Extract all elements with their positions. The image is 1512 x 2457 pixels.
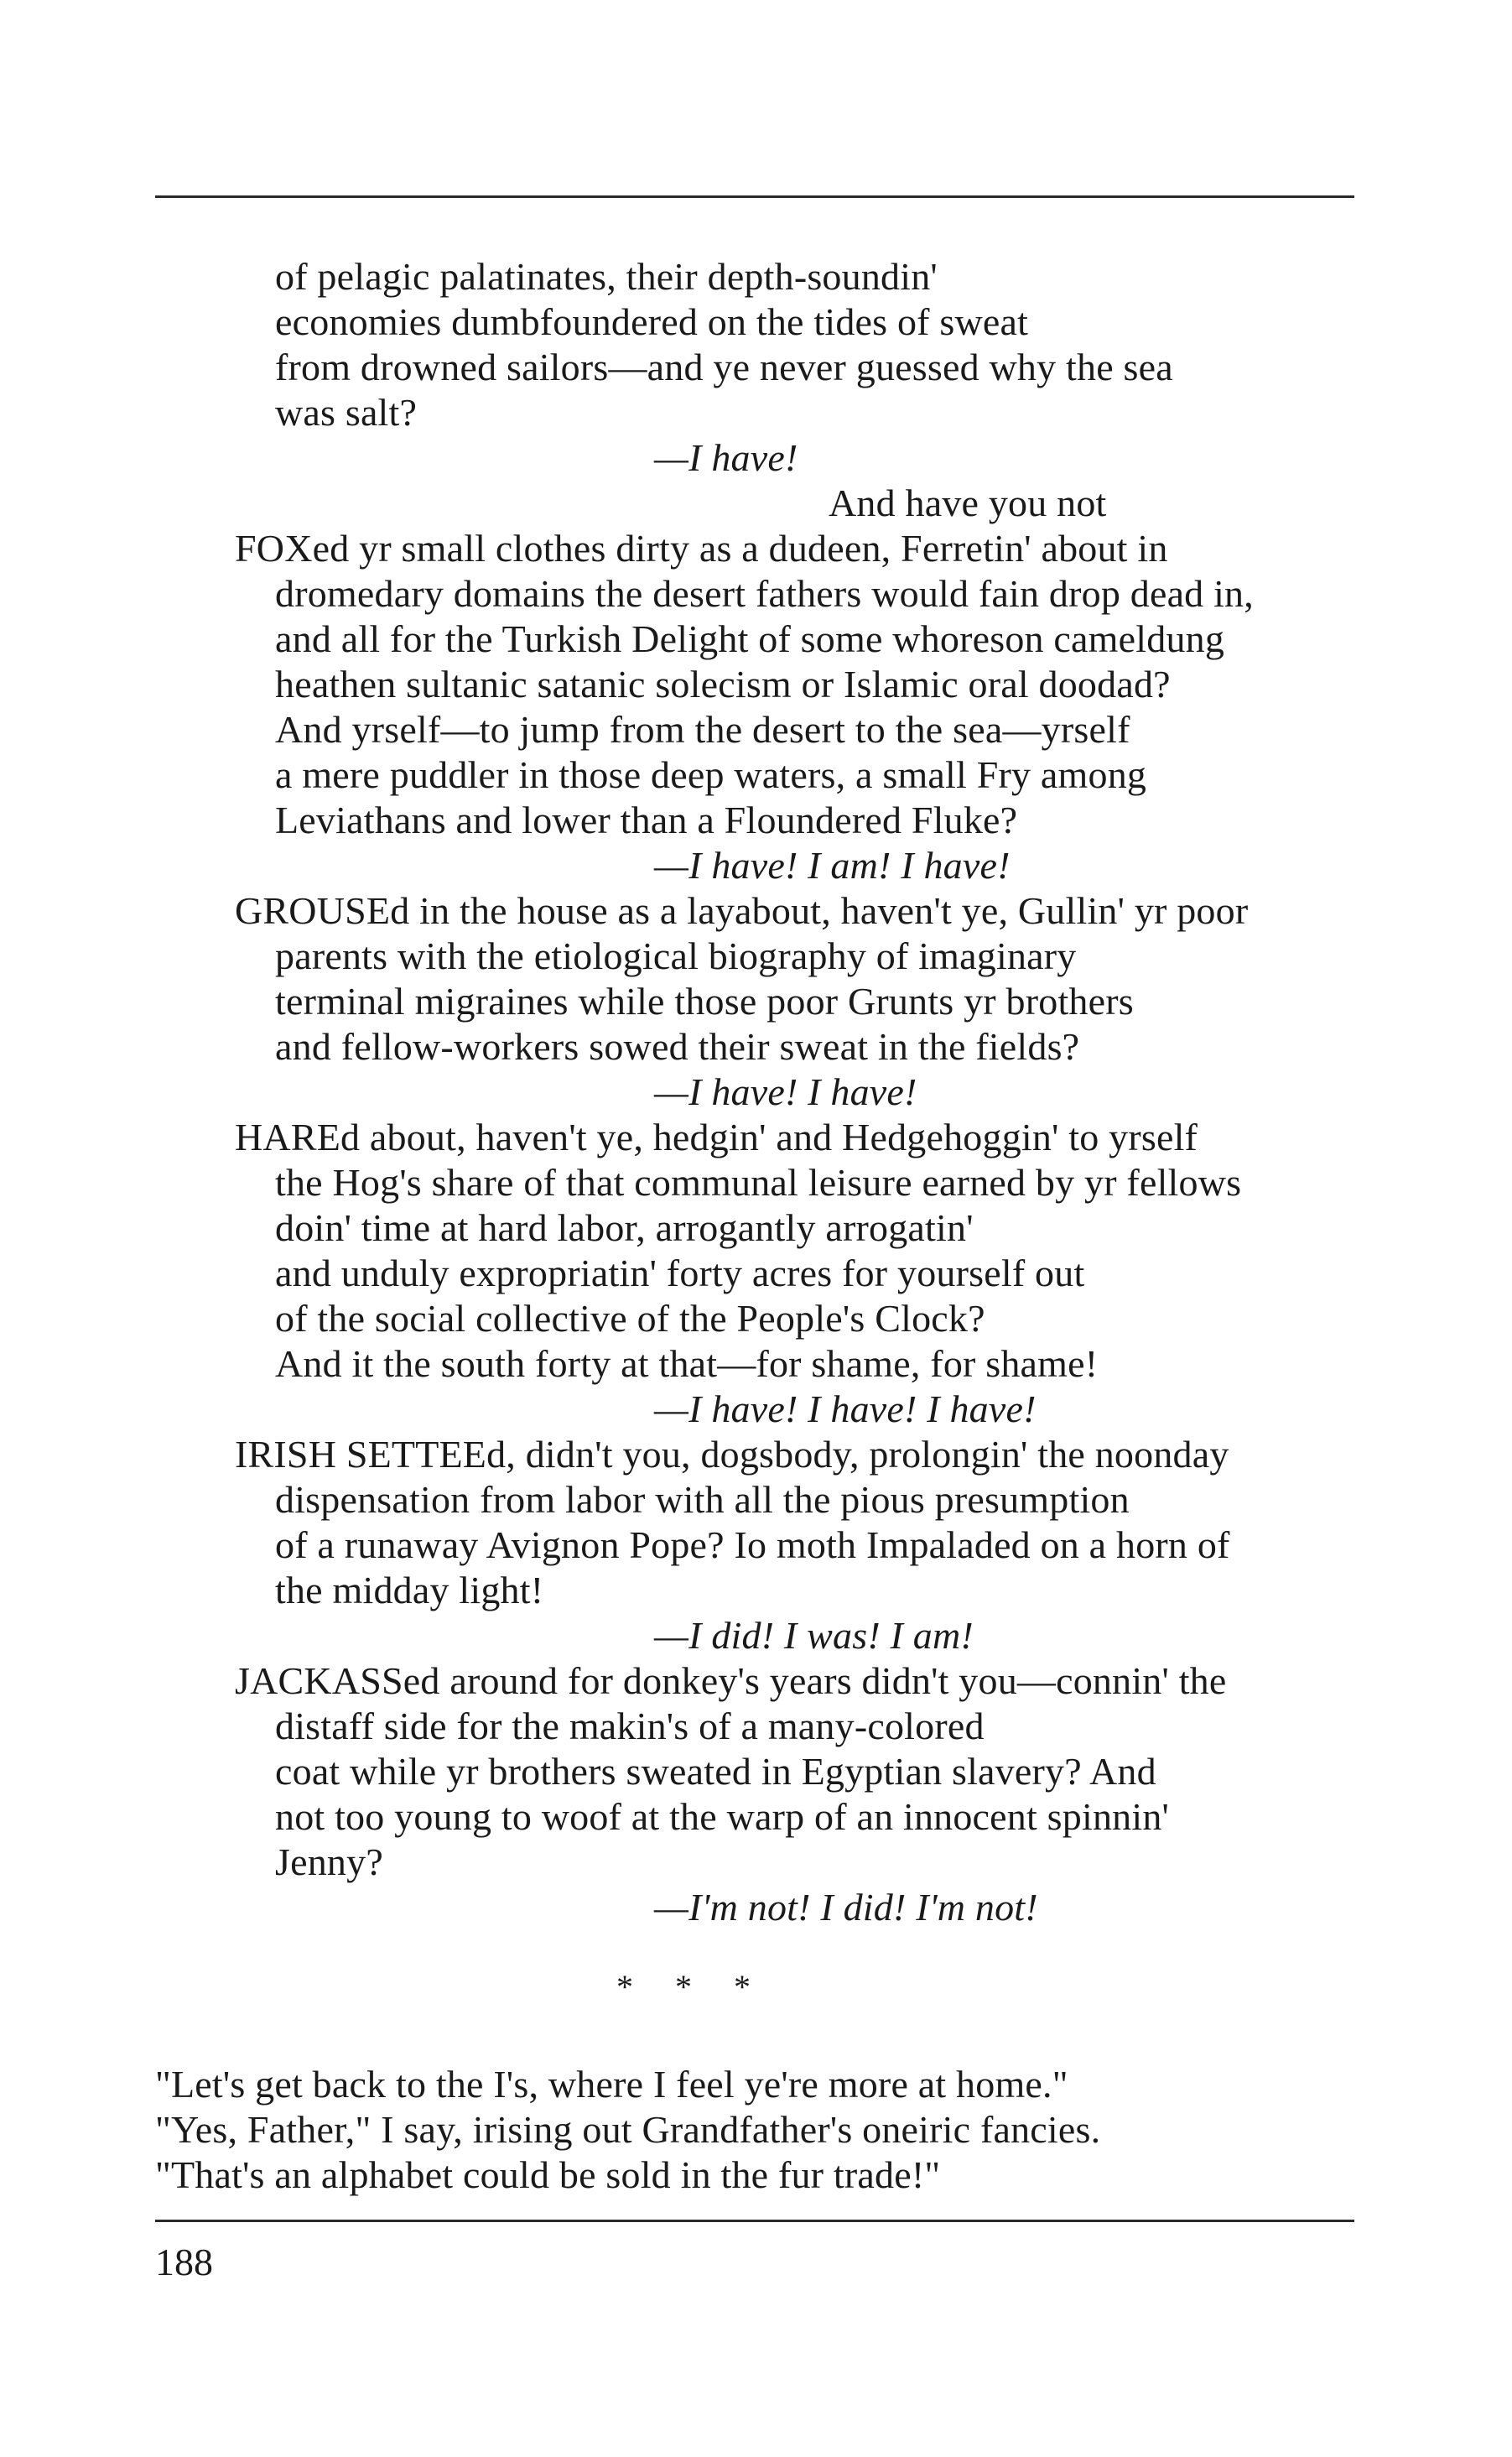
response-line: —I did! I was! I am!: [654, 1614, 974, 1657]
text-line: and all for the Turkish Delight of some whoreson cameldung: [275, 617, 1225, 660]
text-line: heathen sultanic satanic solecism or Islamic oral doodad?: [275, 663, 1171, 705]
stanza-first-line: FOXed yr small clothes dirty as a dudeen, Ferretin' about in: [235, 527, 1168, 570]
text-line: And yrself—to jump from the desert to the sea—yrself: [275, 708, 1130, 751]
dialogue-line: "That's an alphabet could be sold in the fur trade!": [155, 2153, 941, 2196]
text-line: not too young to woof at the warp of an innocent spinnin': [275, 1795, 1170, 1838]
text-line: And have you not: [829, 482, 1107, 524]
text-line: And it the south forty at that—for shame, for shame!: [275, 1342, 1099, 1385]
text-line: parents with the etiological biography of imaginary: [275, 934, 1077, 977]
text-line: was salt?: [275, 391, 418, 434]
text-line: of pelagic palatinates, their depth-soundin': [275, 255, 938, 298]
text-line: economies dumbfoundered on the tides of sweat: [275, 300, 1029, 343]
section-break: * * *: [616, 1968, 751, 2006]
text-line: coat while yr brothers sweated in Egyptian slavery? And: [275, 1750, 1156, 1793]
stanza-first-line: GROUSEd in the house as a layabout, haven't ye, Gullin' yr poor: [235, 889, 1249, 932]
bottom-rule: [155, 2220, 1354, 2222]
text-line: Jenny?: [275, 1840, 383, 1883]
stanza-first-line: HAREd about, haven't ye, hedgin' and Hedgehoggin' to yrself: [235, 1116, 1198, 1158]
response-line: —I have!: [654, 436, 798, 479]
text-line: a mere puddler in those deep waters, a small Fry among: [275, 753, 1147, 796]
text-line: terminal migraines while those poor Grunts yr brothers: [275, 980, 1134, 1023]
text-line: and fellow-workers sowed their sweat in the fields?: [275, 1025, 1080, 1068]
text-line: dispensation from labor with all the pious presumption: [275, 1478, 1130, 1521]
top-rule: [155, 195, 1354, 198]
response-line: —I have! I have! I have!: [654, 1387, 1037, 1430]
text-line: and unduly expropriatin' forty acres for yourself out: [275, 1252, 1085, 1294]
response-line: —I have! I have!: [654, 1070, 917, 1113]
text-line: distaff side for the makin's of a many-colored: [275, 1705, 985, 1747]
text-line: dromedary domains the desert fathers would fain drop dead in,: [275, 572, 1254, 615]
text-line: the midday light!: [275, 1569, 544, 1611]
text-line: of a runaway Avignon Pope? Io moth Impaladed on a horn of: [275, 1523, 1230, 1566]
dialogue-line: "Yes, Father," I say, irising out Grandfather's oneiric fancies.: [155, 2108, 1101, 2151]
text-line: doin' time at hard labor, arrogantly arrogatin': [275, 1206, 974, 1249]
page-number: 188: [155, 2241, 213, 2283]
stanza-first-line: JACKASSed around for donkey's years didn't you—connin' the: [235, 1659, 1227, 1702]
text-line: of the social collective of the People's Clock?: [275, 1297, 985, 1340]
response-line: —I'm not! I did! I'm not!: [654, 1886, 1038, 1929]
text-line: from drowned sailors—and ye never guessed why the sea: [275, 346, 1173, 388]
text-line: Leviathans and lower than a Floundered Fluke?: [275, 799, 1018, 841]
text-line: the Hog's share of that communal leisure earned by yr fellows: [275, 1161, 1242, 1204]
dialogue-line: "Let's get back to the I's, where I feel ye're more at home.": [155, 2063, 1068, 2106]
stanza-first-line: IRISH SETTEEd, didn't you, dogsbody, prolongin' the noonday: [235, 1433, 1229, 1476]
response-line: —I have! I am! I have!: [654, 844, 1011, 887]
